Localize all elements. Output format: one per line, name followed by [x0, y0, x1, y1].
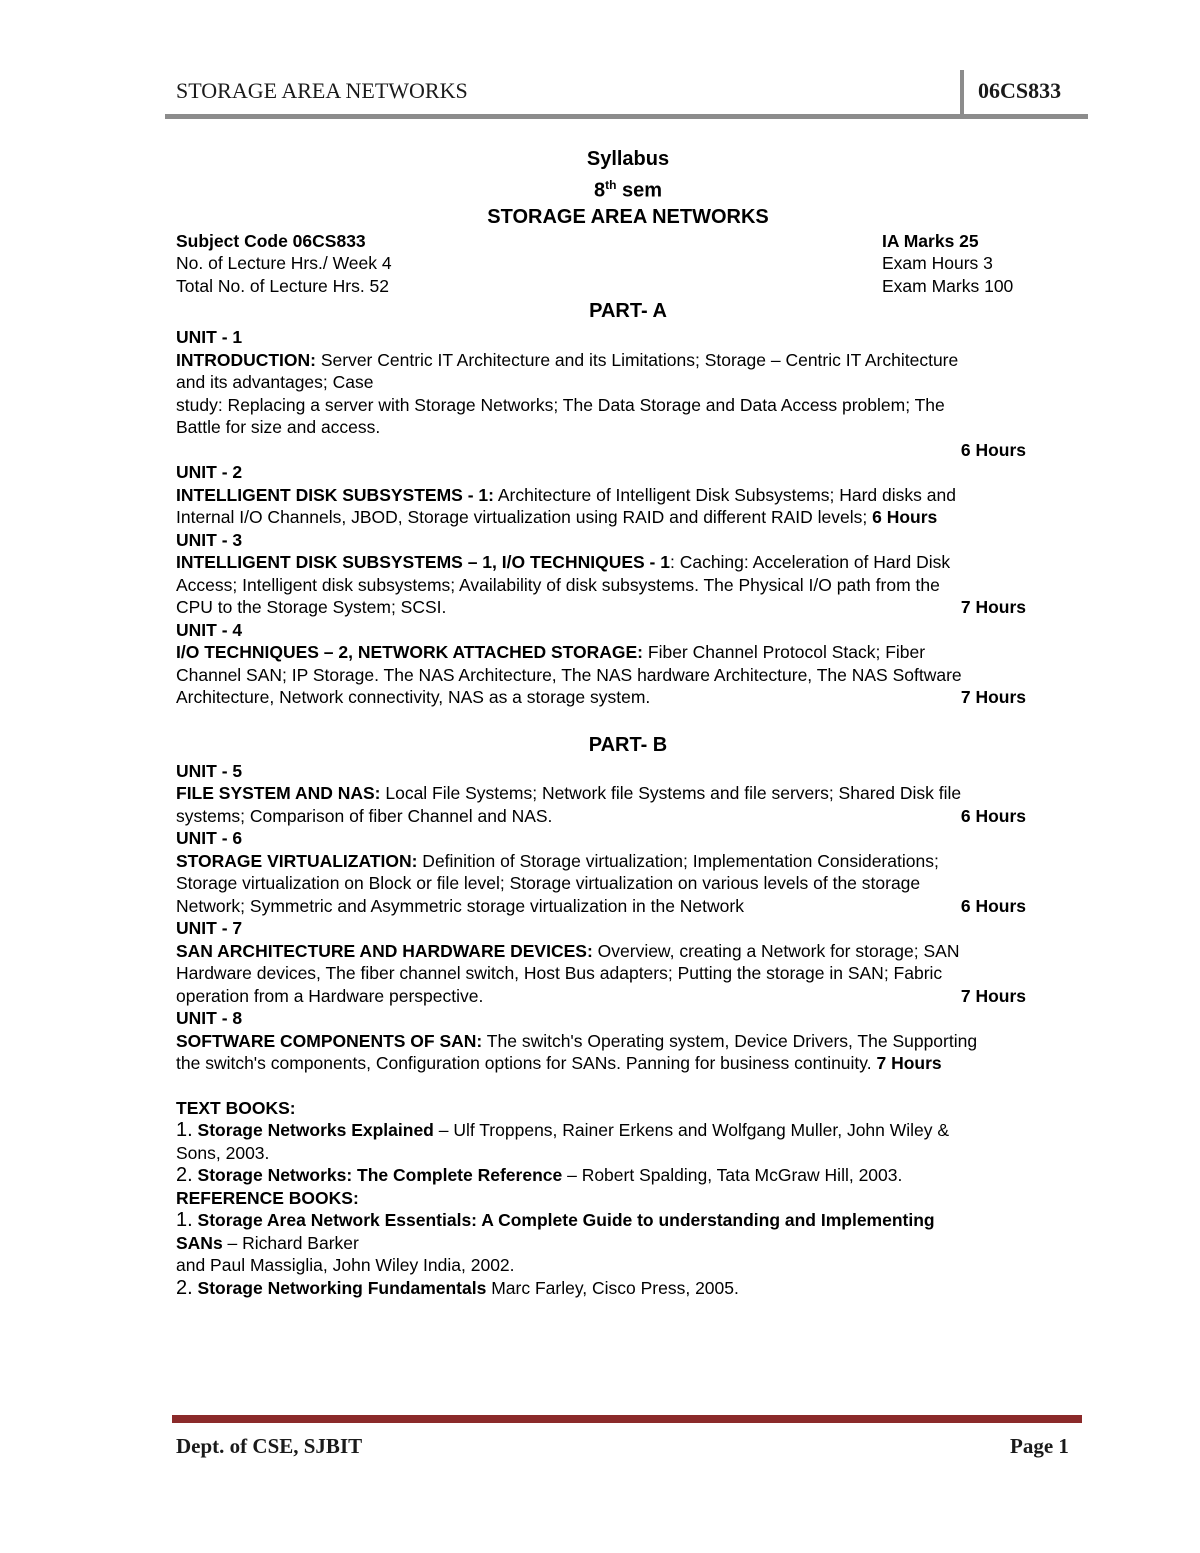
text-book-1-line-2: Sons, 2003.: [176, 1142, 270, 1163]
unit-4-line-3: [176, 686, 1080, 709]
header-divider: [960, 70, 964, 118]
reference-book-1-title: Storage Area Network Essentials: A Complete Guide to understanding and Implementing: [192, 1210, 935, 1231]
text-book-2-title: Storage Networks: The Complete Reference: [192, 1165, 563, 1186]
unit-8-text-2: the switch's components, Configuration options for SANs. Panning for business continuity.: [176, 1053, 877, 1074]
unit-6-line-3: [176, 895, 1080, 918]
unit-1-line-3: study: Replacing a server with Storage Networks; The Data Storage and Data Access problem; The: [176, 394, 945, 415]
unit-7-line-1: [176, 940, 1080, 963]
unit-3-line-1: [176, 551, 1080, 574]
text-books-heading: TEXT BOOKS:: [176, 1097, 296, 1118]
unit-2-hours: 6 Hours: [872, 507, 938, 528]
exam-marks: Exam Marks 100: [882, 275, 1014, 296]
unit-1-hours: 6 Hours: [960, 439, 1026, 460]
reference-book-2-number: 2.: [176, 1276, 193, 1299]
unit-3-label: UNIT - 3: [176, 529, 243, 550]
unit-4-title: I/O TECHNIQUES – 2, NETWORK ATTACHED STORAGE:: [176, 642, 644, 663]
unit-7-title: SAN ARCHITECTURE AND HARDWARE DEVICES:: [176, 940, 593, 961]
reference-book-2-authors: Marc Farley, Cisco Press, 2005.: [486, 1277, 739, 1298]
reference-books-heading: REFERENCE BOOKS:: [176, 1187, 359, 1208]
text-book-1-title: Storage Networks Explained: [192, 1120, 434, 1141]
reference-book-1-line-3: and Paul Massiglia, John Wiley India, 2002.: [176, 1255, 515, 1276]
semester-line: [176, 172, 1080, 204]
unit-4-text: Fiber Channel Protocol Stack; Fiber: [643, 642, 926, 663]
unit-4-hours: 7 Hours: [960, 687, 1026, 708]
spacer: [176, 1075, 1080, 1097]
reference-book-1-number: 1.: [176, 1209, 193, 1232]
unit-2-text: Architecture of Intelligent Disk Subsystems; Hard disks and: [493, 484, 956, 505]
subject-code: Subject Code 06CS833: [176, 230, 366, 251]
reference-book-1-title-2: SANs: [176, 1232, 223, 1253]
footer-department: Dept. of CSE, SJBIT: [176, 1434, 363, 1458]
text-book-1-number: 1.: [176, 1119, 193, 1142]
meta-row-2: [176, 252, 1080, 275]
unit-8-line-1: [176, 1030, 1080, 1053]
unit-8-label: UNIT - 8: [176, 1008, 243, 1029]
unit-2-line-2: [176, 506, 1080, 529]
header-course-code: 06CS833: [978, 78, 1062, 103]
reference-book-2: [176, 1277, 1080, 1300]
reference-book-1-authors: – Richard Barker: [222, 1232, 359, 1253]
reference-book-2-title: Storage Networking Fundamentals: [192, 1277, 487, 1298]
unit-3-line-2: Access; Intelligent disk subsystems; Availability of disk subsystems. The Physical I/O path from the: [176, 574, 940, 595]
syllabus-content: [176, 146, 1080, 1299]
part-b-heading: PART- B: [588, 733, 668, 756]
text-book-1: [176, 1119, 1080, 1142]
meta-row-1: [176, 230, 1080, 253]
unit-5-text-2: systems; Comparison of fiber Channel and NAS.: [176, 805, 553, 826]
syllabus-heading: Syllabus: [586, 148, 670, 170]
unit-1-line-1: [176, 349, 1080, 372]
unit-3-title: INTELLIGENT DISK SUBSYSTEMS – 1, I/O TECHNIQUES - 1: [176, 552, 670, 573]
unit-6-hours: 6 Hours: [960, 895, 1026, 916]
unit-6-line-1: [176, 850, 1080, 873]
spacer: [176, 709, 1080, 731]
unit-4-line-1: [176, 641, 1080, 664]
unit-7-text-3: operation from a Hardware perspective.: [176, 985, 484, 1006]
unit-2-label: UNIT - 2: [176, 462, 243, 483]
unit-7-label: UNIT - 7: [176, 918, 243, 939]
unit-7-line-3: [176, 985, 1080, 1008]
reference-book-1: [176, 1209, 1080, 1232]
unit-5-title: FILE SYSTEM AND NAS:: [176, 783, 381, 804]
unit-4-line-2: Channel SAN; IP Storage. The NAS Architecture, The NAS hardware Architecture, The NAS Software: [176, 664, 962, 685]
unit-1-title: INTRODUCTION:: [176, 349, 316, 370]
footer-rule: [172, 1415, 1082, 1423]
unit-3-text-3: CPU to the Storage System; SCSI.: [176, 597, 447, 618]
text-book-2-authors: – Robert Spalding, Tata McGraw Hill, 2003.: [562, 1165, 903, 1186]
meta-row-3: [176, 275, 1080, 298]
unit-8-title: SOFTWARE COMPONENTS OF SAN:: [176, 1030, 483, 1051]
text-book-2-number: 2.: [176, 1164, 193, 1187]
semester-number: 8: [593, 179, 606, 202]
unit-1-line-4: Battle for size and access.: [176, 417, 381, 438]
total-lecture-hours: Total No. of Lecture Hrs. 52: [176, 275, 390, 296]
unit-1-label: UNIT - 1: [176, 327, 243, 348]
unit-5-label: UNIT - 5: [176, 760, 243, 781]
text-book-1-authors: – Ulf Troppens, Rainer Erkens and Wolfgang Muller, John Wiley &: [433, 1120, 950, 1141]
unit-3-hours: 7 Hours: [960, 597, 1026, 618]
unit-3-text: : Caching: Acceleration of Hard Disk: [669, 552, 951, 573]
unit-6-title: STORAGE VIRTUALIZATION:: [176, 850, 418, 871]
unit-2-line-1: [176, 484, 1080, 507]
unit-5-line-2: [176, 805, 1080, 828]
header-rule: [165, 114, 1088, 119]
reference-book-1-line-2: [176, 1232, 1080, 1255]
unit-6-line-2: Storage virtualization on Block or file level; Storage virtualization on various levels of the storage: [176, 873, 921, 894]
text-book-2: [176, 1164, 1080, 1187]
ia-marks: IA Marks 25: [882, 230, 979, 251]
unit-2-title: INTELLIGENT DISK SUBSYSTEMS - 1:: [176, 484, 494, 505]
unit-4-text-3: Architecture, Network connectivity, NAS as a storage system.: [176, 687, 651, 708]
header-title: STORAGE AREA NETWORKS: [176, 78, 468, 103]
unit-5-hours: 6 Hours: [960, 805, 1026, 826]
part-a-heading: PART- A: [589, 300, 667, 323]
unit-7-hours: 7 Hours: [960, 985, 1026, 1006]
footer-page-number: Page 1: [1010, 1434, 1069, 1458]
unit-7-line-2: Hardware devices, The fiber channel switch, Host Bus adapters; Putting the storage in SAN; Fabric: [176, 963, 943, 984]
unit-8-text: The switch's Operating system, Device Drivers, The Supporting: [482, 1030, 978, 1051]
unit-1-text: Server Centric IT Architecture and its Limitations; Storage – Centric IT Architecture: [315, 349, 959, 370]
unit-5-text: Local File Systems; Network file Systems and file servers; Shared Disk file: [380, 783, 962, 804]
unit-6-label: UNIT - 6: [176, 828, 243, 849]
unit-4-label: UNIT - 4: [176, 619, 243, 640]
unit-7-text: Overview, creating a Network for storage; SAN: [592, 940, 960, 961]
semester-word: sem: [616, 179, 663, 202]
subject-title: STORAGE AREA NETWORKS: [487, 205, 769, 228]
semester-suffix: th: [605, 178, 617, 192]
unit-2-text-2: Internal I/O Channels, JBOD, Storage virtualization using RAID and different RAID levels;: [176, 507, 873, 528]
unit-5-line-1: [176, 782, 1080, 805]
unit-6-text: Definition of Storage virtualization; Implementation Considerations;: [417, 850, 939, 871]
unit-3-line-3: [176, 596, 1080, 619]
unit-1-line-2: and its advantages; Case: [176, 372, 374, 393]
exam-hours: Exam Hours 3: [882, 253, 993, 274]
unit-6-text-3: Network; Symmetric and Asymmetric storage virtualization in the Network: [176, 895, 744, 916]
lecture-hours: No. of Lecture Hrs./ Week 4: [176, 253, 392, 274]
unit-8-hours: 7 Hours: [876, 1053, 942, 1074]
unit-8-line-2: [176, 1052, 1080, 1075]
